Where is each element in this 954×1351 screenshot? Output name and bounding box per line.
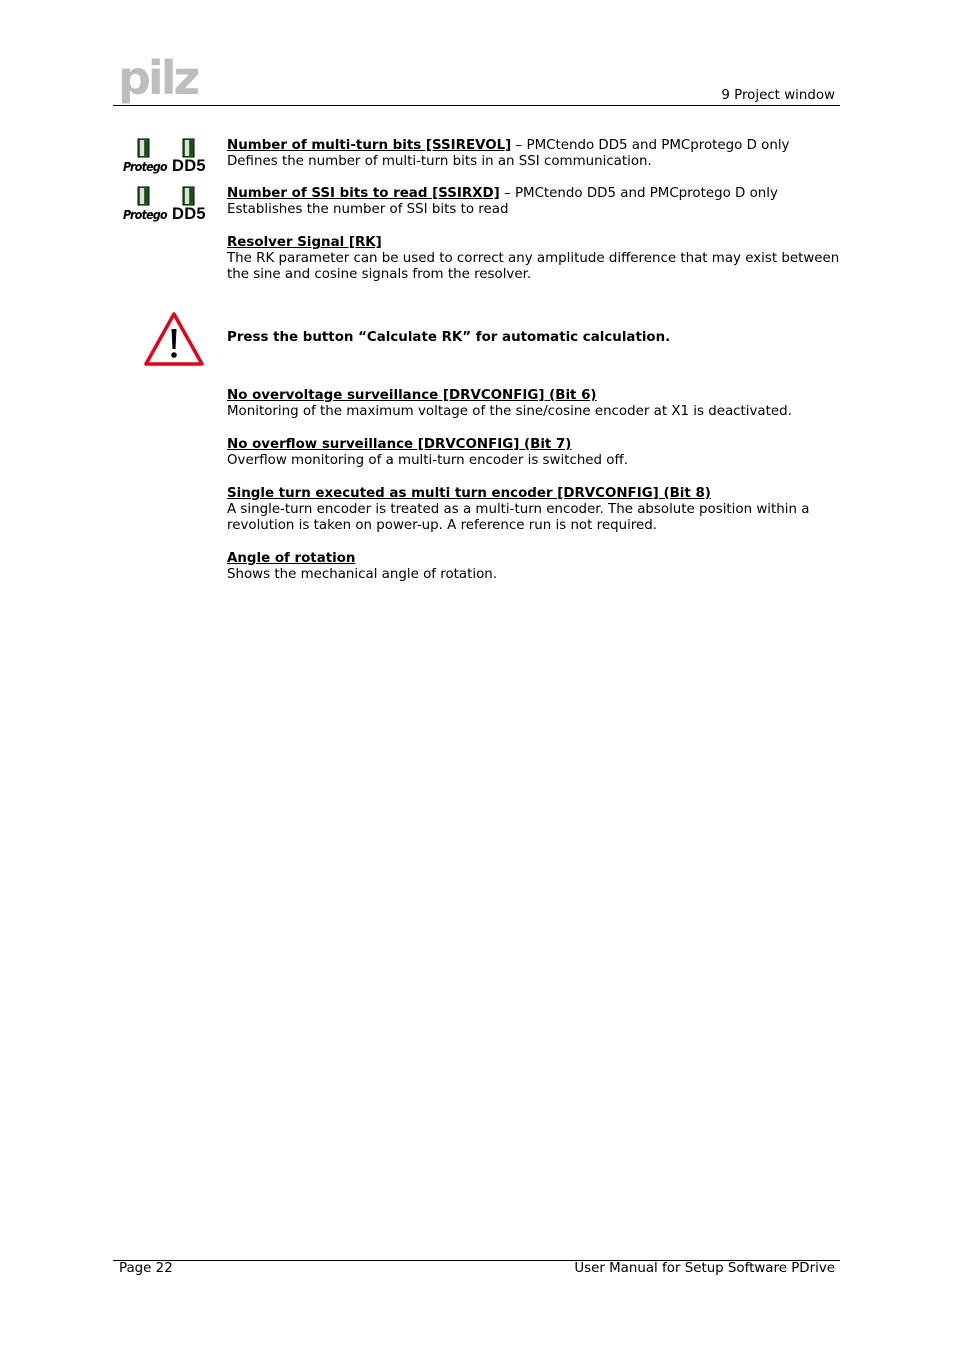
entry-ssirxd [227, 186, 841, 218]
dd5-label: DD5 [172, 205, 206, 223]
entry-description: Monitoring of the maximum voltage of the sine/cosine encoder at X1 is deactivated. [227, 404, 792, 419]
entry-title: Number of multi-turn bits [SSIREVOL] [227, 138, 512, 153]
protego-drive-icon [137, 138, 151, 158]
entry-no-overflow [227, 437, 841, 469]
entry-availability: – PMCtendo DD5 and PMCprotego D only [499, 186, 778, 201]
entry-no-overvoltage [227, 388, 841, 420]
pilz-logo-text: pilz [118, 56, 198, 104]
entry-title: No overvoltage surveillance [DRVCONFIG] (Bit 6) [227, 388, 597, 403]
entry-single-turn-as-multi-turn [227, 486, 841, 534]
entry-title: Number of SSI bits to read [SSIRXD] [227, 186, 500, 201]
entry-description: Establishes the number of SSI bits to read [227, 202, 509, 217]
entry-description: Defines the number of multi-turn bits in an SSI communication. [227, 154, 652, 169]
header-divider [113, 105, 840, 106]
entry-ssirevol [227, 138, 841, 170]
protego-drive-icon [137, 186, 151, 206]
dd5-drive-icon [182, 186, 196, 206]
entry-title: No overflow surveillance [DRVCONFIG] (Bit 7) [227, 437, 572, 452]
entry-angle-of-rotation [227, 551, 841, 583]
page-number: Page 22 [119, 1261, 173, 1276]
warning-text: Press the button “Calculate RK” for automatic calculation. [227, 330, 671, 345]
protego-label: Protego [123, 208, 167, 222]
protego-label: Protego [123, 160, 167, 174]
section-title: 9 Project window [721, 88, 835, 103]
device-icons-row-2 [120, 186, 210, 228]
pilz-logo [118, 56, 200, 104]
entry-title: Resolver Signal [RK] [227, 235, 382, 250]
warning-triangle-icon [143, 311, 205, 367]
entry-title: Angle of rotation [227, 551, 356, 566]
entry-availability: – PMCtendo DD5 and PMCprotego D only [511, 138, 790, 153]
entry-description: Overflow monitoring of a multi-turn encoder is switched off. [227, 453, 628, 468]
entry-resolver-signal [227, 235, 841, 283]
device-icons-row-1 [120, 138, 210, 180]
dd5-drive-icon [182, 138, 196, 158]
entry-description: A single-turn encoder is treated as a multi-turn encoder. The absolute position within a revolution is taken on power-up. A reference run is not required. [227, 502, 810, 533]
entry-description: Shows the mechanical angle of rotation. [227, 567, 498, 582]
entry-description: The RK parameter can be used to correct any amplitude difference that may exist between the sine and cosine signals from the resolver. [227, 251, 840, 282]
entry-title: Single turn executed as multi turn encoder [DRVCONFIG] (Bit 8) [227, 486, 711, 501]
dd5-label: DD5 [172, 157, 206, 175]
manual-title: User Manual for Setup Software PDrive [574, 1261, 835, 1276]
